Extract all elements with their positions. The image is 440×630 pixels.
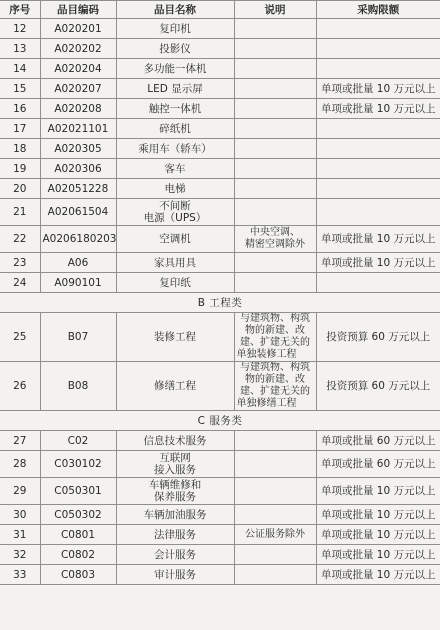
cell-limit: 单项或批量 10 万元以上 — [316, 525, 440, 545]
cell-seq: 29 — [0, 478, 40, 505]
cell-name: 空调机 — [116, 226, 234, 253]
cell-note — [234, 273, 316, 293]
cell-code: A020202 — [40, 39, 116, 59]
cell-seq: 26 — [0, 362, 40, 411]
cell-name: 修缮工程 — [116, 362, 234, 411]
cell-name: 互联网 接入服务 — [116, 451, 234, 478]
cell-note: 中央空调、 精密空调除外 — [234, 226, 316, 253]
cell-code: C0801 — [40, 525, 116, 545]
cell-code: A020207 — [40, 79, 116, 99]
cell-code: A090101 — [40, 273, 116, 293]
cell-limit: 单项或批量 10 万元以上 — [316, 545, 440, 565]
section-heading-b — [0, 293, 440, 313]
cell-seq: 31 — [0, 525, 40, 545]
cell-name: 家具用具 — [116, 253, 234, 273]
cell-limit: 单项或批量 10 万元以上 — [316, 79, 440, 99]
cell-note — [234, 159, 316, 179]
cell-note — [234, 99, 316, 119]
header-code: 品目编码 — [40, 1, 116, 19]
cell-code: C050302 — [40, 505, 116, 525]
cell-code: A02051228 — [40, 179, 116, 199]
cell-limit — [316, 199, 440, 226]
table-row — [0, 139, 440, 159]
cell-note — [234, 505, 316, 525]
cell-name: LED 显示屏 — [116, 79, 234, 99]
cell-code: B08 — [40, 362, 116, 411]
cell-code: A02061504 — [40, 199, 116, 226]
cell-name: 碎纸机 — [116, 119, 234, 139]
cell-code: A02021101 — [40, 119, 116, 139]
cell-limit: 单项或批量 10 万元以上 — [316, 99, 440, 119]
section-b-title: B 工程类 — [0, 293, 440, 313]
cell-limit: 单项或批量 10 万元以上 — [316, 253, 440, 273]
cell-seq: 24 — [0, 273, 40, 293]
cell-code: B07 — [40, 313, 116, 362]
cell-name: 多功能一体机 — [116, 59, 234, 79]
cell-note: 与建筑物、构筑物的新建、改建、扩建无关的单独修缮工程 — [234, 362, 316, 411]
cell-code: C02 — [40, 431, 116, 451]
cell-seq: 27 — [0, 431, 40, 451]
table-row — [0, 226, 440, 253]
cell-note — [234, 431, 316, 451]
cell-note: 与建筑物、构筑物的新建、改建、扩建无关的单独装修工程 — [234, 313, 316, 362]
cell-limit — [316, 119, 440, 139]
cell-note — [234, 59, 316, 79]
header-limit: 采购限额 — [316, 1, 440, 19]
cell-limit: 单项或批量 10 万元以上 — [316, 505, 440, 525]
cell-limit — [316, 59, 440, 79]
cell-note: 公证服务除外 — [234, 525, 316, 545]
cell-seq: 15 — [0, 79, 40, 99]
header-name: 品目名称 — [116, 1, 234, 19]
cell-code: A06 — [40, 253, 116, 273]
cell-limit — [316, 139, 440, 159]
table-row — [0, 313, 440, 362]
cell-name: 电梯 — [116, 179, 234, 199]
table-row — [0, 59, 440, 79]
cell-note — [234, 565, 316, 585]
cell-limit — [316, 39, 440, 59]
table-row — [0, 79, 440, 99]
table-row — [0, 179, 440, 199]
cell-name: 装修工程 — [116, 313, 234, 362]
cell-code: C030102 — [40, 451, 116, 478]
cell-limit: 投资预算 60 万元以上 — [316, 313, 440, 362]
cell-note — [234, 253, 316, 273]
cell-seq: 14 — [0, 59, 40, 79]
cell-code: A020306 — [40, 159, 116, 179]
cell-limit: 单项或批量 10 万元以上 — [316, 226, 440, 253]
cell-code: A020305 — [40, 139, 116, 159]
table-row — [0, 362, 440, 411]
cell-limit — [316, 19, 440, 39]
cell-seq: 25 — [0, 313, 40, 362]
cell-limit: 单项或批量 10 万元以上 — [316, 565, 440, 585]
cell-name: 法律服务 — [116, 525, 234, 545]
cell-limit — [316, 179, 440, 199]
cell-note — [234, 451, 316, 478]
cell-name: 会计服务 — [116, 545, 234, 565]
section-a-rows — [0, 19, 440, 293]
section-heading-c — [0, 411, 440, 431]
table-row — [0, 478, 440, 505]
cell-seq: 32 — [0, 545, 40, 565]
cell-name: 复印纸 — [116, 273, 234, 293]
cell-code: A020208 — [40, 99, 116, 119]
cell-limit — [316, 159, 440, 179]
cell-code: A020204 — [40, 59, 116, 79]
table-row — [0, 273, 440, 293]
table-row — [0, 199, 440, 226]
table-row — [0, 119, 440, 139]
cell-seq: 16 — [0, 99, 40, 119]
cell-note — [234, 119, 316, 139]
cell-code: C0803 — [40, 565, 116, 585]
cell-limit: 单项或批量 60 万元以上 — [316, 451, 440, 478]
cell-limit — [316, 273, 440, 293]
table-row — [0, 99, 440, 119]
cell-code: C050301 — [40, 478, 116, 505]
cell-seq: 21 — [0, 199, 40, 226]
table-row — [0, 159, 440, 179]
cell-name: 车辆维修和 保养服务 — [116, 478, 234, 505]
cell-note — [234, 39, 316, 59]
cell-limit: 单项或批量 60 万元以上 — [316, 431, 440, 451]
cell-note — [234, 79, 316, 99]
cell-note — [234, 19, 316, 39]
cell-seq: 33 — [0, 565, 40, 585]
cell-seq: 22 — [0, 226, 40, 253]
cell-note — [234, 179, 316, 199]
cell-seq: 17 — [0, 119, 40, 139]
header-note: 说明 — [234, 1, 316, 19]
table-header — [0, 1, 440, 19]
section-c-title: C 服务类 — [0, 411, 440, 431]
table-row — [0, 525, 440, 545]
table-row — [0, 565, 440, 585]
cell-code: A0206180203 — [40, 226, 116, 253]
table-row — [0, 19, 440, 39]
cell-seq: 20 — [0, 179, 40, 199]
cell-seq: 28 — [0, 451, 40, 478]
header-seq: 序号 — [0, 1, 40, 19]
section-b-rows — [0, 313, 440, 411]
cell-seq: 13 — [0, 39, 40, 59]
section-c-rows — [0, 431, 440, 585]
cell-seq: 23 — [0, 253, 40, 273]
cell-note — [234, 545, 316, 565]
table-row — [0, 431, 440, 451]
cell-name: 车辆加油服务 — [116, 505, 234, 525]
cell-name: 投影仪 — [116, 39, 234, 59]
cell-code: C0802 — [40, 545, 116, 565]
cell-note — [234, 139, 316, 159]
cell-limit: 投资预算 60 万元以上 — [316, 362, 440, 411]
cell-name: 信息技术服务 — [116, 431, 234, 451]
cell-note — [234, 478, 316, 505]
cell-seq: 19 — [0, 159, 40, 179]
cell-name: 审计服务 — [116, 565, 234, 585]
cell-seq: 18 — [0, 139, 40, 159]
cell-limit: 单项或批量 10 万元以上 — [316, 478, 440, 505]
cell-code: A020201 — [40, 19, 116, 39]
cell-name: 乘用车（轿车） — [116, 139, 234, 159]
cell-name: 客车 — [116, 159, 234, 179]
cell-seq: 30 — [0, 505, 40, 525]
cell-name: 触控一体机 — [116, 99, 234, 119]
table-row — [0, 545, 440, 565]
table-row — [0, 451, 440, 478]
table-row — [0, 505, 440, 525]
table-row — [0, 39, 440, 59]
table-row — [0, 253, 440, 273]
cell-seq: 12 — [0, 19, 40, 39]
cell-note — [234, 199, 316, 226]
cell-name: 不间断 电源（UPS） — [116, 199, 234, 226]
cell-name: 复印机 — [116, 19, 234, 39]
